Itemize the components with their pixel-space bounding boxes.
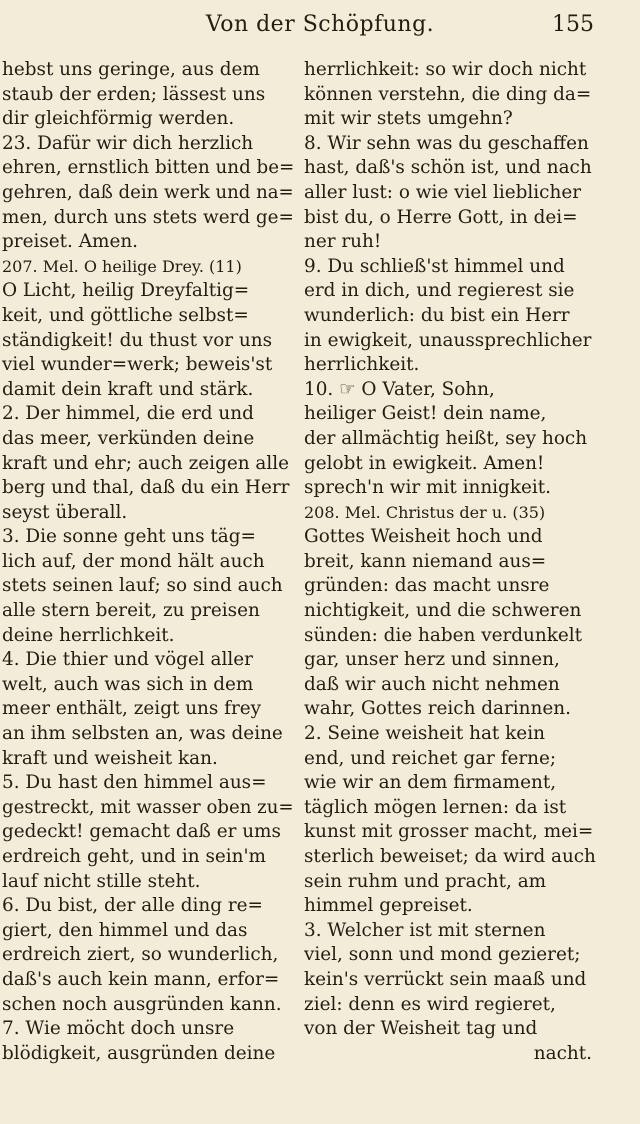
text-line: wunderlich: du bist ein Herr — [304, 304, 570, 326]
text-line: 10. ☞ O Vater, Sohn, — [304, 378, 495, 400]
text-line: stets seinen lauf; so sind auch — [2, 575, 283, 597]
left-text-column — [2, 58, 294, 1066]
running-title: Von der Schöpfung. — [205, 12, 435, 37]
text-line: damit dein kraft und stärk. — [2, 378, 254, 400]
text-line: 6. Du bist, der alle ding re= — [2, 895, 263, 917]
text-line: berg und thal, daß du ein Herr — [2, 477, 290, 499]
text-line: schen noch ausgründen kann. — [2, 993, 282, 1015]
text-line: herrlichkeit. — [304, 354, 420, 376]
text-line: sünden: die haben verdunkelt — [304, 624, 583, 646]
text-line: gar, unser herz und sinnen, — [304, 649, 560, 671]
text-line: 5. Du hast den himmel aus= — [2, 772, 267, 794]
text-line: heiliger Geist! dein name, — [304, 403, 547, 425]
page-header — [0, 8, 640, 44]
page-number: 155 — [552, 12, 594, 37]
text-line: viel wunder=werk; beweis'st — [2, 354, 273, 376]
text-line: aller lust: o wie viel lieblicher — [304, 181, 581, 203]
text-line: daß wir auch nicht nehmen — [304, 673, 560, 695]
text-line: hast, daß's schön ist, und nach — [304, 157, 592, 179]
text-line: herrlichkeit: so wir doch nicht — [304, 59, 587, 80]
text-line: lauf nicht stille steht. — [2, 870, 201, 892]
text-line: in ewigkeit, unaussprechlicher — [304, 329, 592, 351]
text-line: 23. Dafür wir dich herzlich — [2, 132, 254, 154]
text-line: 8. Wir sehn was du geschaffen — [304, 132, 589, 154]
text-line: kein's verrückt sein maaß und — [304, 968, 587, 990]
text-line: gedeckt! gemacht daß er ums — [2, 821, 281, 843]
text-line: kraft und weisheit kan. — [2, 747, 218, 769]
text-line: end, und reichet gar ferne; — [304, 747, 557, 769]
text-line: kraft und ehr; auch zeigen alle — [2, 452, 290, 474]
text-line: sein ruhm und pracht, am — [304, 870, 547, 892]
text-line: gelobt in ewigkeit. Amen! — [304, 452, 545, 474]
text-line: erdreich geht, und in sein'm — [2, 846, 266, 867]
text-line: wie wir an dem firmament, — [304, 772, 557, 794]
text-line: 3. Die sonne geht uns täg= — [2, 526, 256, 548]
text-line: lich auf, der mond hält auch — [2, 550, 265, 572]
text-line: das meer, verkünden deine — [2, 427, 255, 449]
text-line: von der Weisheit tag und — [304, 1018, 538, 1040]
text-line: meer enthält, zeigt uns frey — [2, 698, 262, 720]
text-line: nacht. — [533, 1042, 592, 1064]
text-line: wahr, Gottes reich darinnen. — [304, 698, 571, 720]
text-line: 2. Der himmel, die erd und — [2, 403, 254, 425]
text-line: erd in dich, und regierest sie — [304, 280, 575, 302]
text-line: daß's auch kein mann, erfor= — [2, 968, 280, 990]
text-line: keit, und göttliche selbst= — [2, 304, 249, 326]
text-line: mit wir stets umgehn? — [304, 108, 513, 130]
text-line: gehren, daß dein werk und na= — [2, 181, 294, 203]
text-line: men, durch uns stets werd ge= — [2, 206, 294, 228]
text-line: dir gleichförmig werden. — [2, 108, 235, 130]
text-line: sterlich beweiset; da wird auch — [304, 846, 596, 867]
text-line: alle stern bereit, zu preisen — [2, 600, 260, 622]
text-line: ständigkeit! du thust vor uns — [2, 329, 273, 351]
text-line: ziel: denn es wird regieret, — [304, 993, 556, 1015]
text-line: 7. Wie möcht doch unsre — [2, 1018, 235, 1040]
text-line: hebst uns geringe, aus dem — [2, 59, 260, 80]
text-line: nichtigkeit, und die schweren — [304, 600, 582, 622]
text-line: O Licht, heilig Dreyfaltig= — [2, 280, 250, 302]
text-line: breit, kann niemand aus= — [304, 550, 547, 572]
text-line: der allmächtig heißt, sey hoch — [304, 427, 588, 449]
text-line: bist du, o Herre Gott, in dei= — [304, 206, 578, 228]
text-line: ehren, ernstlich bitten und be= — [2, 157, 295, 179]
text-line: täglich mögen lernen: da ist — [304, 796, 567, 818]
text-line: blödigkeit, ausgründen deine — [2, 1042, 276, 1064]
text-line: 9. Du schließ'st himmel und — [304, 255, 565, 277]
text-line: seyst überall. — [2, 501, 128, 523]
text-line: himmel gepreiset. — [304, 895, 473, 917]
text-line: an ihm selbsten an, was deine — [2, 723, 283, 745]
text-line: staub der erden; lässest uns — [2, 83, 266, 105]
text-line: sprech'n wir mit innigkeit. — [304, 477, 551, 499]
text-line: erdreich ziert, so wunderlich, — [2, 944, 279, 966]
text-line: 207. Mel. O heilige Drey. (11) — [2, 256, 242, 276]
text-line: welt, auch was sich in dem — [2, 673, 254, 695]
right-text-column — [304, 58, 596, 1066]
text-line: können verstehn, die ding da= — [304, 83, 592, 105]
text-line: 2. Seine weisheit hat kein — [304, 723, 545, 745]
text-line: ner ruh! — [304, 231, 382, 253]
text-line: gründen: das macht unsre — [304, 575, 550, 597]
text-line: 4. Die thier und vögel aller — [2, 649, 253, 671]
text-line: 208. Mel. Christus der u. (35) — [304, 502, 546, 522]
text-line: giert, den himmel und das — [2, 919, 248, 941]
text-line: 3. Welcher ist mit sternen — [304, 919, 546, 941]
text-line: preiset. Amen. — [2, 231, 139, 253]
text-line: kunst mit grosser macht, mei= — [304, 821, 594, 843]
text-line: Gottes Weisheit hoch und — [304, 526, 543, 548]
text-line: deine herrlichkeit. — [2, 624, 175, 646]
text-line: viel, sonn und mond gezieret; — [304, 944, 581, 966]
text-line: gestreckt, mit wasser oben zu= — [2, 796, 294, 818]
